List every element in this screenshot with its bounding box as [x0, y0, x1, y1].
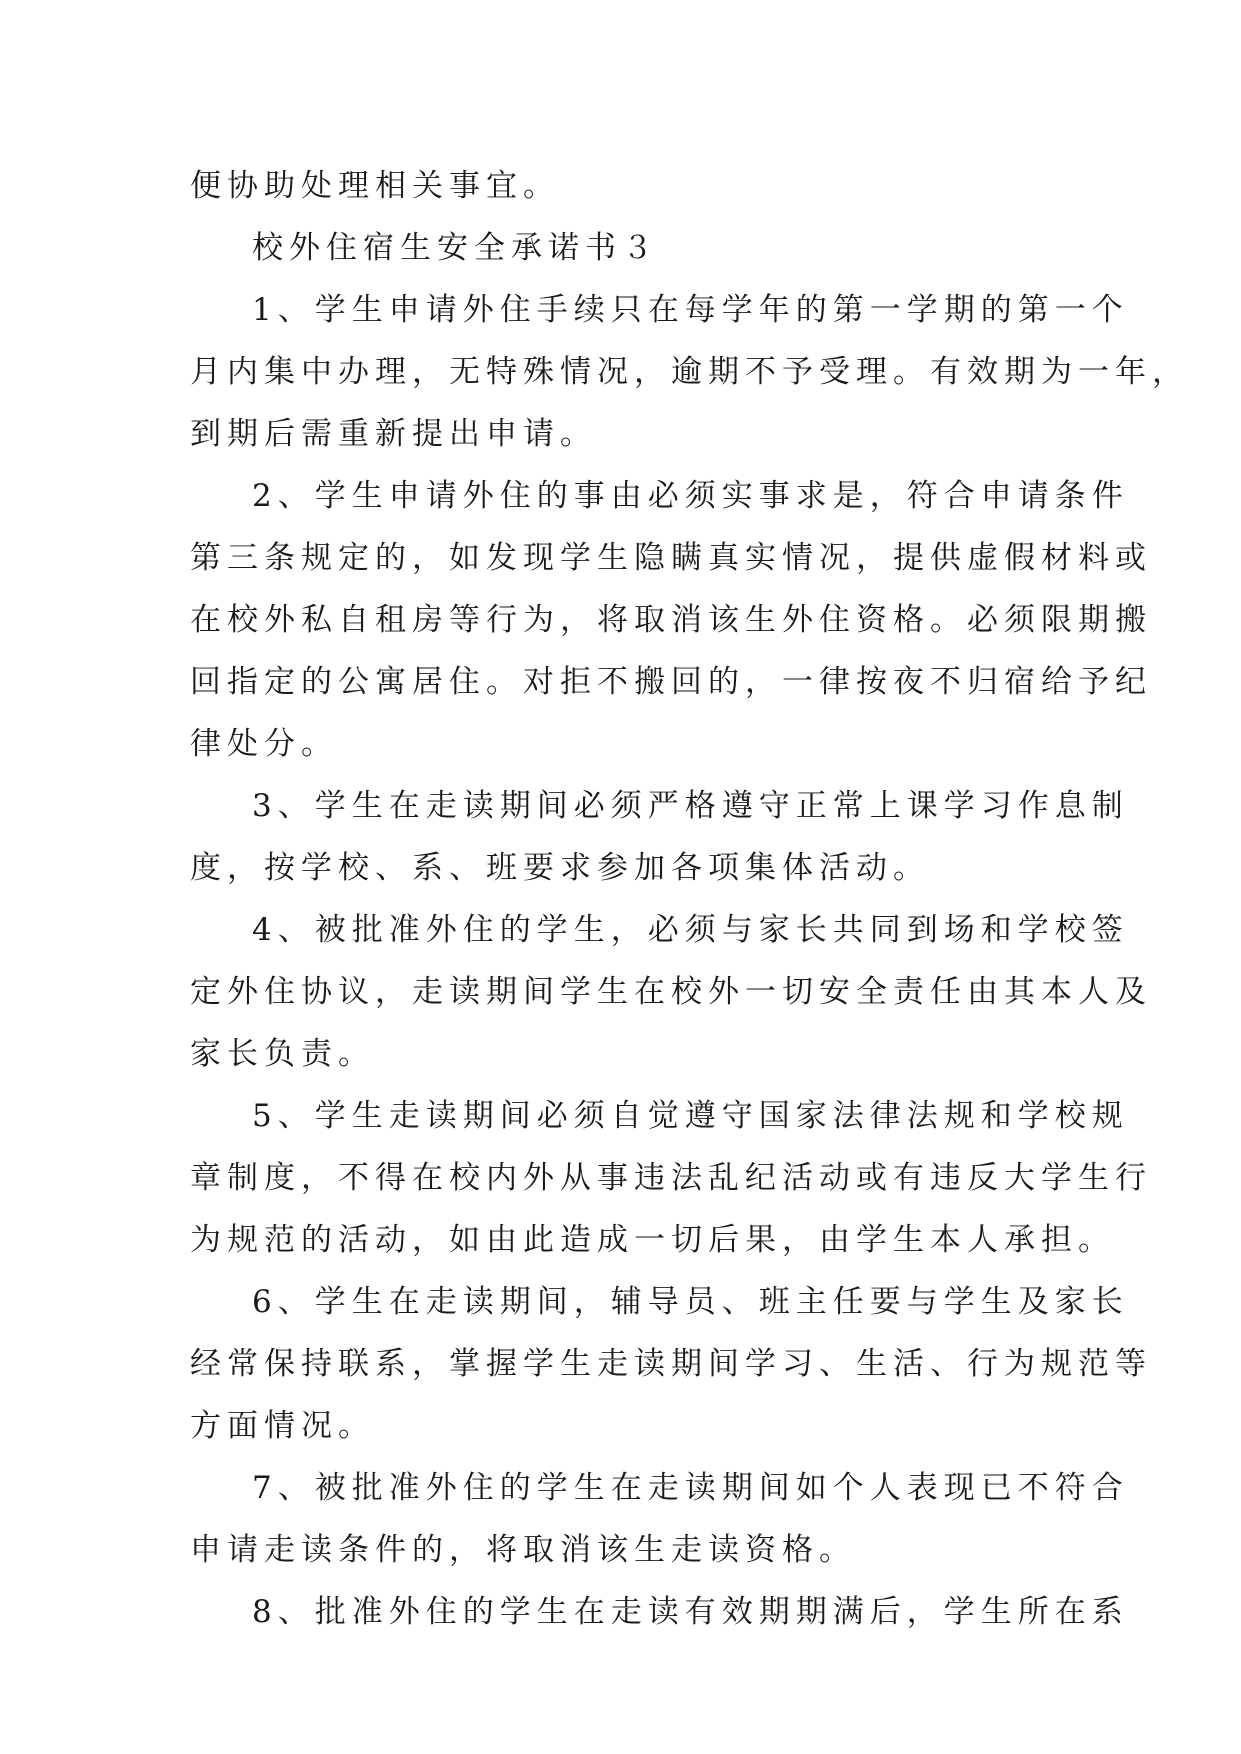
text-line: 1、学生申请外住手续只在每学年的第一学期的第一个 [252, 292, 1129, 328]
text-line: 方面情况。 [190, 1408, 375, 1444]
text-line: 第三条规定的，如发现学生隐瞒真实情况，提供虚假材料或 [190, 540, 1152, 576]
text-line: 家长负责。 [190, 1036, 375, 1072]
text-line: 到期后需重新提出申请。 [190, 416, 597, 452]
text-line: 经常保持联系，掌握学生走读期间学习、生活、行为规范等 [190, 1346, 1152, 1382]
text-line: 为规范的活动，如由此造成一切后果，由学生本人承担。 [190, 1222, 1115, 1258]
text-line: 定外住协议，走读期间学生在校外一切安全责任由其本人及 [190, 974, 1152, 1010]
text-line: 4、被批准外住的学生，必须与家长共同到场和学校签 [252, 912, 1129, 948]
text-line: 回指定的公寓居住。对拒不搬回的，一律按夜不归宿给予纪 [190, 664, 1152, 700]
text-line: 月内集中办理，无特殊情况，逾期不予受理。有效期为一年， [190, 354, 1189, 390]
text-line: 5、学生走读期间必须自觉遵守国家法律法规和学校规 [252, 1098, 1129, 1134]
text-line: 申请走读条件的，将取消该生走读资格。 [190, 1532, 856, 1568]
text-line: 3、学生在走读期间必须严格遵守正常上课学习作息制 [252, 788, 1129, 824]
text-line: 章制度，不得在校内外从事违法乱纪活动或有违反大学生行 [190, 1160, 1152, 1196]
document-page [190, 155, 1189, 1643]
text-line: 度，按学校、系、班要求参加各项集体活动。 [190, 850, 930, 886]
text-line: 7、被批准外住的学生在走读期间如个人表现已不符合 [252, 1470, 1129, 1506]
section-title: 校外住宿生安全承诺书３ [252, 230, 659, 266]
text-line: 在校外私自租房等行为，将取消该生外住资格。必须限期搬 [190, 602, 1152, 638]
text-line: 律处分。 [190, 726, 338, 762]
text-line: 便协助处理相关事宜。 [190, 168, 560, 204]
text-line: 6、学生在走读期间，辅导员、班主任要与学生及家长 [252, 1284, 1129, 1320]
text-line: 2、学生申请外住的事由必须实事求是，符合申请条件 [252, 478, 1129, 514]
text-line: 8、批准外住的学生在走读有效期期满后，学生所在系 [252, 1594, 1129, 1630]
